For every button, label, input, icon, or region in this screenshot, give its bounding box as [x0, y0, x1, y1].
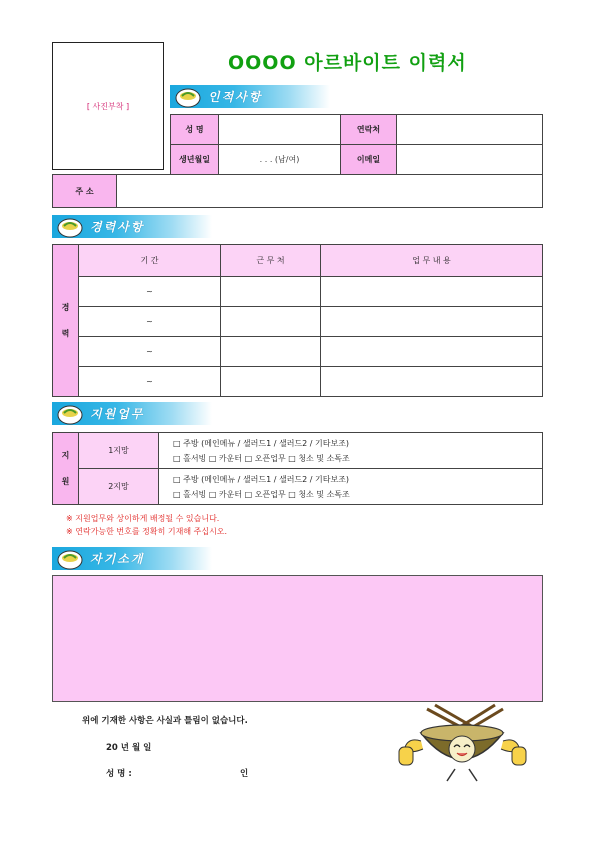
period-cell[interactable]: ~ [79, 307, 221, 337]
birth-field[interactable]: . . . (남/여) [219, 145, 341, 175]
mascot-bowl-icon [395, 703, 530, 783]
note-2: ※ 연락가능한 번호를 정확히 기재해 주십시오. [66, 527, 228, 536]
choice-1-label: 1지망 [79, 433, 159, 469]
header-period: 기 간 [79, 245, 221, 277]
section-intro-label: 자기소개 [90, 552, 145, 566]
self-intro-field[interactable] [52, 575, 543, 702]
name-label: 성 명 [171, 115, 219, 145]
duties-cell[interactable] [321, 367, 543, 397]
name-field[interactable] [219, 115, 341, 145]
bowl-icon [56, 216, 84, 238]
declaration-date: 20 년 월 일 [106, 743, 152, 753]
workplace-cell[interactable] [221, 307, 321, 337]
header-workplace: 근 무 처 [221, 245, 321, 277]
section-apply [52, 400, 242, 427]
page-title: OOOO 아르바이트 이력서 [228, 52, 467, 74]
section-personal [170, 83, 360, 110]
apply-table [52, 432, 543, 505]
apply-side-label: 지 원 [53, 433, 79, 505]
photo-label: [ 사진부착 ] [86, 101, 130, 111]
period-cell[interactable]: ~ [79, 337, 221, 367]
photo-placeholder[interactable] [52, 42, 164, 170]
choice-1-options[interactable]: □ 주방 (메인메뉴 / 샐러드1 / 샐러드2 / 기타보조) □ 홀서빙 □ 카운터 □ 오픈업무 □ 청소 및 소독조 [159, 433, 543, 469]
duties-cell[interactable] [321, 337, 543, 367]
career-side-label: 경 력 [53, 245, 79, 397]
period-cell[interactable]: ~ [79, 367, 221, 397]
section-career-label: 경력사항 [90, 220, 145, 234]
section-apply-label: 지원업무 [90, 407, 145, 421]
career-table [52, 244, 543, 397]
section-career [52, 213, 242, 240]
address-table [52, 174, 543, 208]
birth-label: 생년월일 [171, 145, 219, 175]
declaration-seal: 인 [240, 769, 249, 779]
section-intro [52, 545, 242, 572]
table-row [53, 337, 543, 367]
address-field[interactable] [117, 175, 543, 208]
declaration-name-label: 성 명 : [106, 769, 132, 779]
choice-2-label: 2지망 [79, 469, 159, 505]
email-field[interactable] [397, 145, 543, 175]
declaration-statement: 위에 기재한 사항은 사실과 틀림이 없습니다. [82, 716, 248, 726]
workplace-cell[interactable] [221, 277, 321, 307]
period-cell[interactable]: ~ [79, 277, 221, 307]
contact-field[interactable] [397, 115, 543, 145]
contact-label: 연락처 [341, 115, 397, 145]
bowl-icon [56, 403, 84, 425]
table-row [53, 277, 543, 307]
duties-cell[interactable] [321, 277, 543, 307]
workplace-cell[interactable] [221, 367, 321, 397]
choice-2-options[interactable]: □ 주방 (메인메뉴 / 샐러드1 / 샐러드2 / 기타보조) □ 홀서빙 □ 카운터 □ 오픈업무 □ 청소 및 소독조 [159, 469, 543, 505]
workplace-cell[interactable] [221, 337, 321, 367]
table-row [53, 307, 543, 337]
bowl-icon [56, 548, 84, 570]
bowl-icon [174, 86, 202, 108]
email-label: 이메일 [341, 145, 397, 175]
note-1: ※ 지원업무와 상이하게 배정될 수 있습니다. [66, 514, 220, 523]
duties-cell[interactable] [321, 307, 543, 337]
section-personal-label: 인적사항 [208, 90, 263, 104]
address-label: 주 소 [53, 175, 117, 208]
table-row [53, 367, 543, 397]
header-duties: 업 무 내 용 [321, 245, 543, 277]
personal-table [170, 114, 543, 175]
